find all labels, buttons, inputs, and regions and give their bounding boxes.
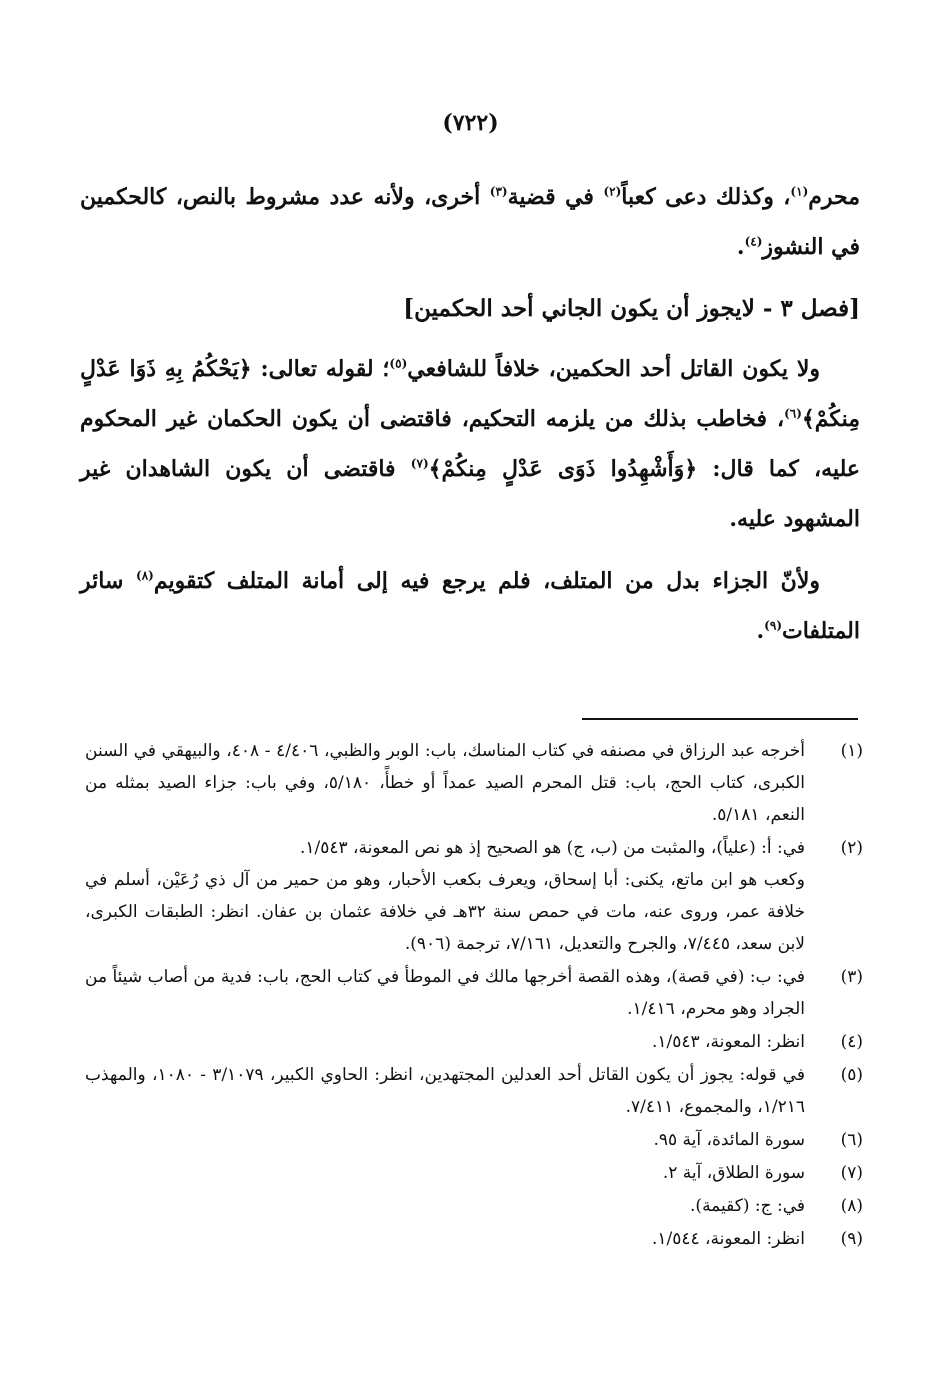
footnote-text: في: أ: (علياً)، والمثبت من (ب، ج) هو الصحيح إذ هو نص المعونة، ١/٥٤٣. bbox=[299, 838, 805, 858]
footnote-9 bbox=[85, 1223, 863, 1255]
footnote-number: (٣) bbox=[840, 967, 863, 987]
footnote-text: في: ج: (كقيمة). bbox=[690, 1196, 805, 1216]
footnotes bbox=[85, 735, 863, 1256]
footnote-number: (٢) bbox=[840, 838, 863, 858]
text-run: في قضية bbox=[507, 184, 604, 210]
footnote-number: (١) bbox=[840, 741, 863, 761]
footnote-8 bbox=[85, 1190, 863, 1222]
footnote-number: (٩) bbox=[840, 1229, 863, 1249]
footnote-number: (٧) bbox=[840, 1163, 863, 1183]
footnote-number: (٦) bbox=[840, 1130, 863, 1150]
footnote-number: (٤) bbox=[840, 1032, 863, 1052]
paragraph-1 bbox=[80, 172, 860, 272]
footnote-text: أخرجه عبد الرزاق في مصنفه في كتاب المناسك، باب: الوبر والظبي، ٤/٤٠٦ - ٤٠٨، والبيهقي في السنن الكبرى، كتاب الحج، باب: قتل المحرم الصيد عمداً أو خطأً، ٥/١٨٠، وفي باب: جزاء الصيد بمثله من النعم، ٥/١٨١. bbox=[85, 741, 805, 825]
text-run: فاقتضى أن يكون الشاهدان غير المشهود عليه. bbox=[80, 456, 860, 532]
main-text bbox=[80, 172, 860, 668]
text-run: . bbox=[756, 618, 765, 644]
text-run: ، وكذلك دعى كعباً bbox=[621, 184, 791, 210]
footnote-1 bbox=[85, 735, 863, 831]
footnote-7 bbox=[85, 1157, 863, 1189]
footnote-4 bbox=[85, 1026, 863, 1058]
text-run: ولا يكون القاتل أحد الحكمين، خلافاً للشافعي bbox=[407, 356, 820, 382]
footnote-ref[interactable]: (٣) bbox=[489, 184, 508, 199]
footnote-ref[interactable]: (١) bbox=[790, 184, 809, 199]
footnote-text: انظر: المعونة، ١/٥٤٤. bbox=[651, 1229, 805, 1249]
footnote-ref[interactable]: (٨) bbox=[136, 568, 154, 583]
paragraph-2 bbox=[80, 344, 860, 544]
text-run: أخرى، ولأنه عدد مشروط بالنص، كالحكمين في النشوز bbox=[80, 184, 860, 260]
text-run: ، فخاطب بذلك من يلزمه التحكيم، فاقتضى أن يكون الحكمان غير المحكوم عليه، كما قال: bbox=[80, 406, 860, 482]
quran-quote: ﴿وَأَشْهِدُوا ذَوَى عَدْلٍ مِنكُمْ﴾ bbox=[428, 456, 698, 482]
text-run: ؛ لقوله تعالى: bbox=[251, 356, 390, 382]
text-run: محرم bbox=[808, 184, 860, 210]
footnote-text: سورة الطلاق، آية ٢. bbox=[662, 1163, 805, 1183]
page-number: (٧٢٢) bbox=[442, 110, 499, 136]
footnote-text: وكعب هو ابن ماتع، يكنى: أبا إسحاق، ويعرف بكعب الأحبار، وهو من حمير من آل ذي رُعَيْن، أسلم في خلافة عمر، وروى عنه، مات في حمص سنة ٣٢هـ في خلافة عثمان بن عفان. انظر: الطبقات الكبرى، لابن سعد، ٧/٤٤٥، والجرح والتعديل، ٧/١٦١، ترجمة (٩٠٦). bbox=[85, 870, 805, 954]
footnote-ref[interactable]: (٦) bbox=[784, 406, 802, 421]
footnote-ref[interactable]: (٩) bbox=[764, 618, 782, 633]
footnote-number: (٨) bbox=[840, 1196, 863, 1216]
text-run: ولأنّ الجزاء بدل من المتلف، فلم يرجع فيه إلى أمانة المتلف كتقويم bbox=[153, 568, 820, 594]
footnote-ref[interactable]: (٤) bbox=[744, 234, 763, 249]
paragraph-3 bbox=[80, 556, 860, 656]
footnote-6 bbox=[85, 1124, 863, 1156]
footnote-text: في: ب: (في قصة)، وهذه القصة أخرجها مالك في الموطأ في كتاب الحج، باب: فدية من أصاب شيئاً من الجراد وهو محرم، ١/٤١٦. bbox=[85, 967, 805, 1019]
footnote-ref[interactable]: (٥) bbox=[389, 356, 408, 371]
footnote-text: سورة المائدة، آية ٩٥. bbox=[653, 1130, 805, 1150]
text-run: سائر المتلفات bbox=[80, 568, 860, 644]
text-run: . bbox=[736, 234, 745, 260]
section-heading: [فصل ٣ - لايجوز أن يكون الجاني أحد الحكمين] bbox=[403, 295, 860, 322]
footnote-ref[interactable]: (٢) bbox=[603, 184, 622, 199]
footnote-3 bbox=[85, 961, 863, 1025]
quran-quote: ﴿يَحْكُمُ بِهِ ذَوَا عَدْلٍ مِنكُمْ﴾ bbox=[80, 356, 860, 432]
footnote-2 bbox=[85, 832, 863, 960]
footnote-number: (٥) bbox=[840, 1065, 863, 1085]
footnote-text: في قوله: يجوز أن يكون القاتل أحد العدلين المجتهدين، انظر: الحاوي الكبير، ٣/١٠٧٩ - ١٠٨٠، والمهذب ١/٢١٦، والمجموع، ٧/٤١١. bbox=[85, 1065, 805, 1117]
footnote-ref[interactable]: (٧) bbox=[410, 456, 429, 471]
footnote-text: انظر: المعونة، ١/٥٤٣. bbox=[651, 1032, 805, 1052]
footnote-separator bbox=[582, 718, 858, 720]
footnote-5 bbox=[85, 1059, 863, 1123]
